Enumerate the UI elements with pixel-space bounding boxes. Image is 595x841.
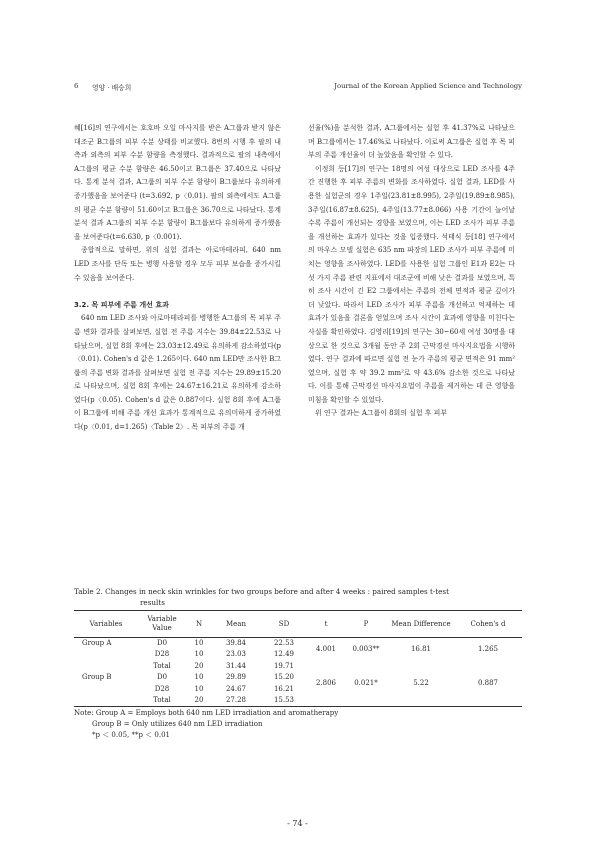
cell-value: Total — [153, 661, 171, 670]
cell-n: 20 — [186, 695, 212, 707]
cell-t: 4.001 — [315, 644, 337, 653]
table-row — [74, 661, 522, 672]
table-row — [74, 672, 522, 683]
left-paragraph-2: 종합적으로 말하면, 위의 실험 결과는 아로마테라피, 640 nm LED 조사를 단독 또는 병행 사용할 경우 모두 피부 보습을 증가시킬 수 있음을 보여준다. — [74, 246, 281, 282]
cell-sd: 15.53 — [260, 695, 308, 707]
table-notes — [74, 708, 524, 742]
note-group-a: Note: Group A = Employs both 640 nm LED irradiation and aromatherapy — [74, 709, 339, 717]
group-label: Group A — [82, 639, 112, 647]
cell-sd: 22.53 — [273, 639, 295, 647]
table-row — [74, 638, 522, 650]
right-column — [308, 122, 515, 421]
cell-p: 0.021* — [354, 678, 378, 687]
table-caption-line-1: Table 2. Changes in neck skin wrinkles for two groups before and after 4 weeks : paired samples t-test — [74, 587, 449, 596]
cell-cohens-d: 0.887 — [477, 678, 499, 687]
col-header-mean-difference: Mean Difference — [388, 611, 454, 638]
col-header-sd: SD — [260, 611, 308, 638]
note-group-b: Group B = Only utilizes 640 nm LED irradiation — [92, 720, 263, 729]
col-header-cohens-d: Cohen's d — [454, 611, 522, 638]
col-header-variable-value: Variable Value — [138, 611, 186, 638]
cell-mean: 24.67 — [225, 684, 247, 693]
cell-n: 20 — [194, 661, 204, 670]
cell-value: D0 — [156, 673, 168, 682]
journal-title: Journal of the Korean Applied Science and Technology — [334, 82, 522, 90]
col-header-variables: Variables — [74, 611, 138, 638]
page-folio: - 74 - — [287, 819, 308, 828]
cell-sd: 19.71 — [273, 661, 295, 670]
col-header-mean: Mean — [212, 611, 260, 638]
cell-sd: 12.49 — [273, 650, 295, 659]
cell-mean: 23.03 — [225, 650, 247, 659]
cell-t: 2.806 — [315, 678, 337, 687]
table-caption-line-2: results — [140, 598, 165, 607]
table-caption — [74, 586, 524, 608]
cell-mean: 27.28 — [212, 695, 260, 707]
cell-mean: 29.89 — [225, 673, 247, 682]
left-paragraph-1: 혜[16]의 연구에서는 호호바 오일 마사지를 받은 A그룹과 받지 않은 대조군 B그룹의 피부 수분 상태를 비교했다. 8번의 시행 후 팔의 내측과 외측의 피부 수분 함량을 측정했다. 결과적으로 팔의 내측에서 A그룹의 평균 수분 함량은 46.50이고 B그룹은 37.40으로 나타났다. 통계 분석 결과, A그룹의 피부 수분 함량이 B그룹보다 유의하게 증가했음을 보여준다 (t=3.692, p〈0.01). 팔의 외측에서도 A그룹의 평균 수분 함량이 51.60이고 B그룹은 36.70으로 나타났다. 통계 분석 결과 A그룹의 피부 수분 함량이 B그룹보다 유의하게 증가했음을 보여준다(t=6.630, p〈0.001). — [74, 124, 281, 241]
left-paragraph-3: 640 nm LED 조사와 아로마테라피를 병행한 A그룹의 목 피부 주름 변화 결과를 살펴보면, 실험 전 주름 지수는 39.84±22.53로 나타났으며, 실험 8회 후에는 23.03±12.49로 유의하게 감소하였다(p〈0.01). Cohen's d 값은 1.265이다. 640 nm LED만 조사한 B그룹의 주름 변화 결과를 살펴보면 실험 전 주름 지수는 29.89±15.20로 나타났으며, 실험 8회 후에는 24.67±16.21로 유의하게 감소하였다(p〈0.05). Cohen's d 값은 0.887이다. 실험 8회 후에 A그룹이 B그룹에 비해 주름 개선 효과가 통계적으로 유의미하게 증가하였다(p〈0.01, d=1.265)〈Table 2〉. 목 피부의 주름 개 — [74, 314, 281, 432]
section-heading: 3.2. 목 피부에 주름 개선 효과 — [74, 300, 169, 309]
cell-mean: 39.84 — [225, 639, 247, 647]
right-paragraph-3: 위 연구 결과는 A그룹이 8회의 실험 후 피부 — [315, 409, 448, 418]
right-paragraph-1: 선율(%)을 분석한 결과, A그룹에서는 실험 후 41.37%로 나타났으며 B그룹에서는 17.46%로 나타났다. 이로써 A그룹은 실험 후 목 피부의 주름 개선율이 더 높았음을 확인할 수 있다. — [308, 124, 515, 160]
cell-value: D0 — [156, 639, 168, 647]
cell-sd: 16.21 — [273, 684, 295, 693]
left-column — [74, 122, 281, 435]
cell-value: D28 — [154, 684, 170, 693]
table-header-row — [74, 611, 522, 638]
cell-n: 10 — [194, 673, 204, 682]
right-paragraph-2: 이정희 등[17]의 연구는 18명의 여성 대상으로 LED 조사를 4주간 진행한 후 피부 주름의 변화를 조사하였다. 실험 결과, LED를 사용한 실험군의 경우 1주일(23.81±8.995), 2주일(19.89±8.985), 3주일(16.87±8.625), 4주일(13.77±8.066) 사용 기간이 늘어날수록 주름이 개선되는 경향을 보였으며, 이는 LED 조사가 피부 주름을 개선하는 효과가 있다는 것을 입증했다. 석태식 등[18] 연구에서의 마우스 모델 실험은 635 nm 파장의 LED 조사가 피부 주름에 미치는 영향을 조사하였다. LED를 사용한 실험 그룹인 E1과 E2는 다섯 가지 주름 관련 지표에서 대조군에 비해 낮은 결과를 보였으며, 특히 조사 시간이 긴 E2 그룹에서는 주름의 전체 면적과 평균 깊이가 더 낮았다. 따라서 LED 조사가 피부 주름을 개선하고 억제하는 데 효과가 있음을 결론을 얻었으며 조사 시간이 효과에 영향을 미친다는 사실을 확인하였다. 김영리[19]의 연구는 30~60세 여성 30명을 대상으로 한 것으로 3개월 동안 주 2회 근막경선 마사지요법을 시행하였다. 연구 결과에 따르면 실험 전 눈가 주름의 평균 면적은 91 mm² 였으며, 실험 후 약 39.2 mm²로 약 43.6% 감소한 것으로 나타났다. 이를 통해 근막경선 마사지요법이 주름을 제거하는 데 큰 영향을 미침을 확인할 수 있었다. — [308, 164, 515, 404]
cell-value: Total — [138, 695, 186, 707]
col-header-n: N — [186, 611, 212, 638]
cell-n: 10 — [194, 684, 204, 693]
note-significance: *p ＜ 0.05, **p ＜ 0.01 — [92, 731, 170, 740]
cell-n: 10 — [194, 639, 204, 647]
cell-p: 0.003** — [352, 644, 380, 653]
cell-value: D28 — [154, 650, 170, 659]
cell-mean: 31.44 — [225, 661, 247, 670]
results-table — [74, 610, 522, 707]
running-header — [74, 82, 522, 94]
running-header-authors: 영양 · 배승희 — [92, 84, 132, 92]
cell-cohens-d: 1.265 — [477, 644, 499, 653]
cell-sd: 15.20 — [273, 673, 295, 682]
col-header-t: t — [308, 611, 344, 638]
group-label: Group B — [82, 673, 112, 682]
cell-mean-difference: 16.81 — [410, 644, 432, 653]
cell-n: 10 — [194, 650, 204, 659]
cell-mean-difference: 5.22 — [413, 678, 429, 687]
col-header-p: P — [344, 611, 388, 638]
page-number: 6 — [74, 82, 79, 90]
table-row — [74, 695, 522, 707]
